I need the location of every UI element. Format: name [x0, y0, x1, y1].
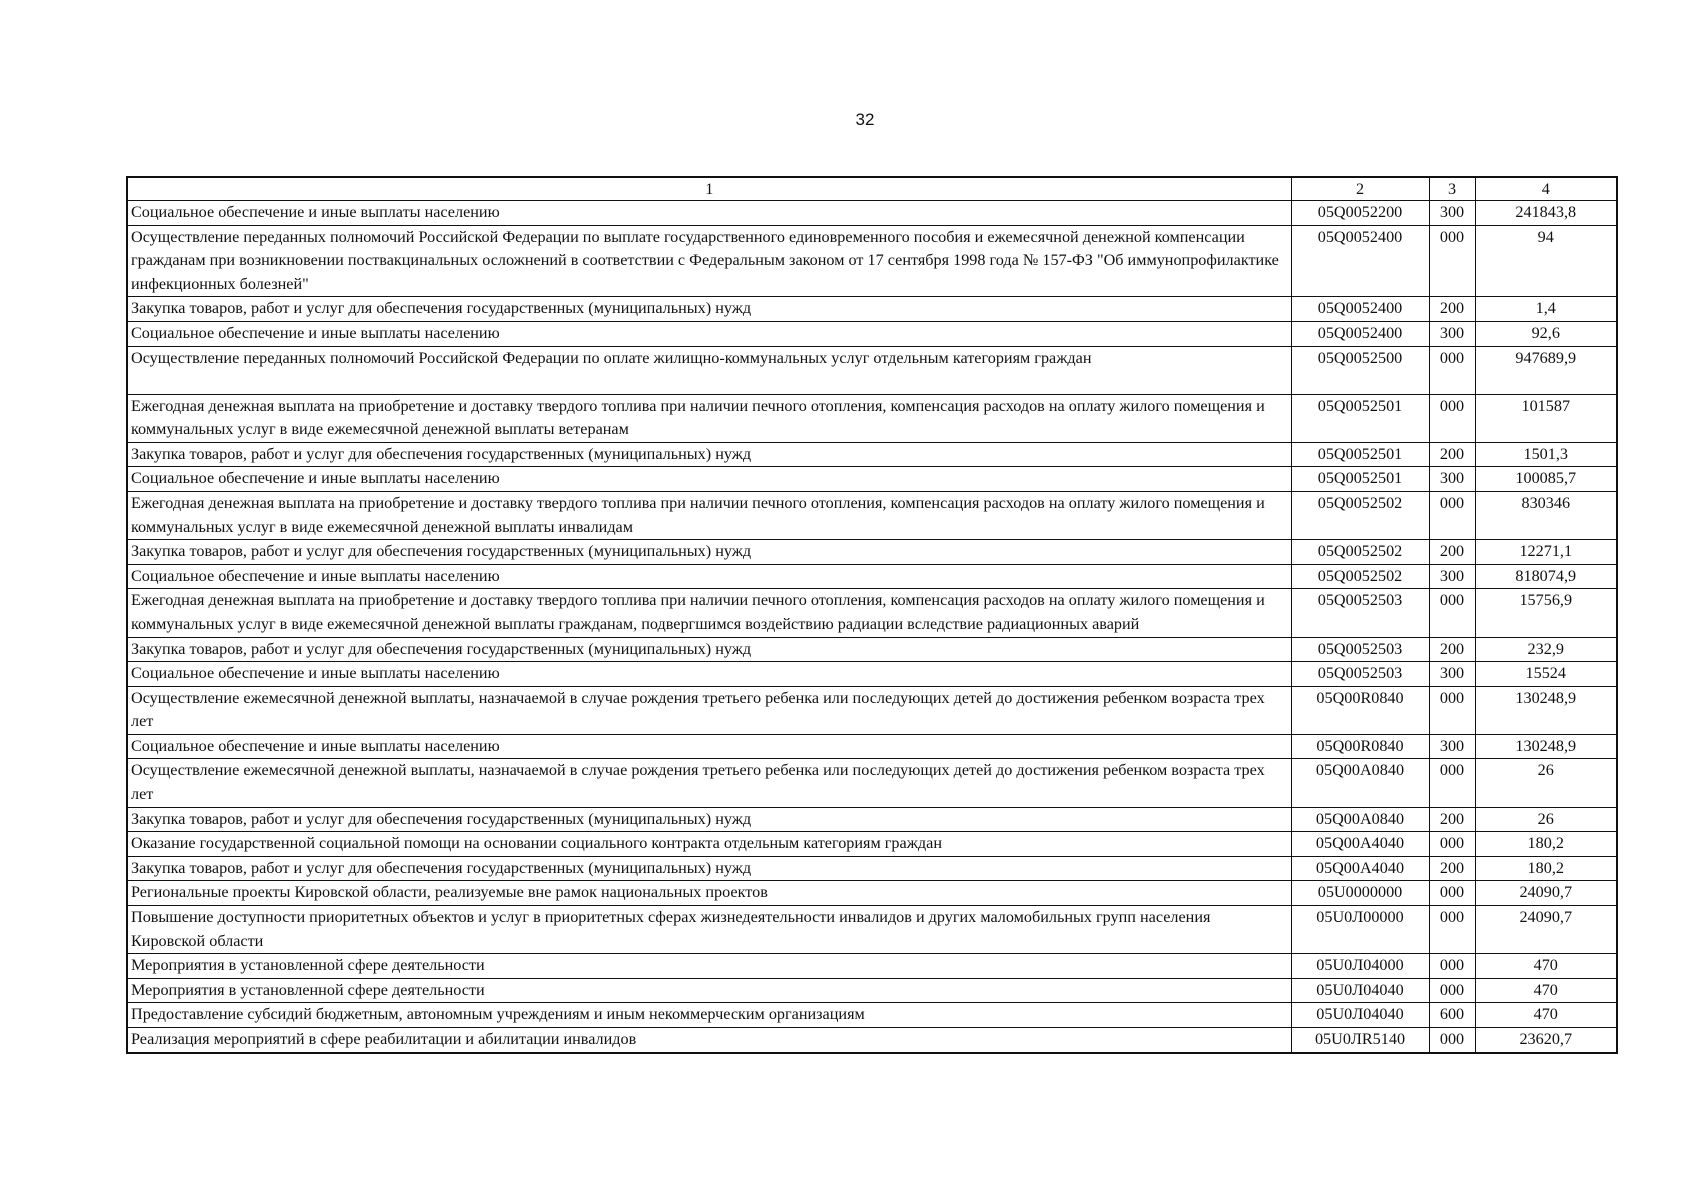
row-code-cell: 05Q0052400 — [1291, 321, 1429, 346]
row-sum-cell: 12271,1 — [1475, 540, 1617, 565]
row-code-cell: 05U0Л04040 — [1291, 1003, 1429, 1028]
row-kind-cell: 300 — [1429, 734, 1475, 759]
row-kind-cell: 200 — [1429, 540, 1475, 565]
row-sum-cell: 1501,3 — [1475, 442, 1617, 467]
row-sum-cell: 100085,7 — [1475, 467, 1617, 492]
budget-table — [126, 176, 1618, 1054]
row-kind-cell: 000 — [1429, 1028, 1475, 1053]
row-sum-cell: 1,4 — [1475, 297, 1617, 322]
row-code-cell: 05Q0052500 — [1291, 346, 1429, 394]
table-row — [127, 297, 1617, 322]
table-row — [127, 856, 1617, 881]
row-kind-cell: 000 — [1429, 394, 1475, 442]
row-name-cell: Повышение доступности приоритетных объектов и услуг в приоритетных сферах жизнедеятельности инвалидов и других маломобильных групп населения Кировской области — [127, 906, 1291, 954]
row-code-cell: 05Q00A0840 — [1291, 759, 1429, 807]
row-code-cell: 05U0Л04040 — [1291, 978, 1429, 1003]
row-name-cell: Реализация мероприятий в сфере реабилитации и абилитации инвалидов — [127, 1028, 1291, 1053]
row-code-cell: 05Q0052502 — [1291, 564, 1429, 589]
row-code-cell: 05Q00A4040 — [1291, 832, 1429, 857]
row-code-cell: 05U0ЛR5140 — [1291, 1028, 1429, 1053]
row-sum-cell: 101587 — [1475, 394, 1617, 442]
column-header-2: 2 — [1291, 177, 1429, 201]
row-sum-cell: 241843,8 — [1475, 201, 1617, 226]
table-row — [127, 686, 1617, 734]
row-code-cell: 05Q00R0840 — [1291, 686, 1429, 734]
table-row — [127, 832, 1617, 857]
row-name-cell: Социальное обеспечение и иные выплаты населению — [127, 662, 1291, 687]
row-sum-cell: 180,2 — [1475, 856, 1617, 881]
row-name-cell: Осуществление переданных полномочий Российской Федерации по выплате государственного единовременного пособия и ежемесячной денежной компенсации гражданам при возникновении поствакцинальных осложнений в соответствии с Федеральным законом от 17 сентября 1998 года № 157-ФЗ "Об иммунопрофилактике инфекционных болезней" — [127, 225, 1291, 297]
row-kind-cell: 300 — [1429, 467, 1475, 492]
row-kind-cell: 300 — [1429, 321, 1475, 346]
row-sum-cell: 92,6 — [1475, 321, 1617, 346]
row-code-cell: 05Q00A4040 — [1291, 856, 1429, 881]
row-kind-cell: 000 — [1429, 346, 1475, 394]
row-name-cell: Ежегодная денежная выплата на приобретение и доставку твердого топлива при наличии печного отопления, компенсация расходов на оплату жилого помещения и коммунальных услуг в виде ежемесячной денежной выплаты инвалидам — [127, 491, 1291, 539]
table-row — [127, 225, 1617, 297]
table-row — [127, 734, 1617, 759]
row-name-cell: Закупка товаров, работ и услуг для обеспечения государственных (муниципальных) нужд — [127, 856, 1291, 881]
table-row — [127, 1003, 1617, 1028]
row-name-cell: Предоставление субсидий бюджетным, автономным учреждениям и иным некоммерческим организациям — [127, 1003, 1291, 1028]
table-row — [127, 540, 1617, 565]
table-body — [127, 201, 1617, 1053]
row-sum-cell: 94 — [1475, 225, 1617, 297]
row-sum-cell: 26 — [1475, 807, 1617, 832]
row-code-cell: 05Q0052503 — [1291, 662, 1429, 687]
row-kind-cell: 200 — [1429, 637, 1475, 662]
row-sum-cell: 130248,9 — [1475, 734, 1617, 759]
row-sum-cell: 23620,7 — [1475, 1028, 1617, 1053]
row-kind-cell: 000 — [1429, 491, 1475, 539]
row-name-cell: Закупка товаров, работ и услуг для обеспечения государственных (муниципальных) нужд — [127, 540, 1291, 565]
row-name-cell: Региональные проекты Кировской области, реализуемые вне рамок национальных проектов — [127, 881, 1291, 906]
table-row — [127, 759, 1617, 807]
row-code-cell: 05Q0052502 — [1291, 491, 1429, 539]
row-kind-cell: 200 — [1429, 856, 1475, 881]
row-sum-cell: 818074,9 — [1475, 564, 1617, 589]
row-sum-cell: 470 — [1475, 1003, 1617, 1028]
table-row — [127, 346, 1617, 394]
row-code-cell: 05Q0052501 — [1291, 394, 1429, 442]
row-sum-cell: 232,9 — [1475, 637, 1617, 662]
row-kind-cell: 600 — [1429, 1003, 1475, 1028]
table-row — [127, 564, 1617, 589]
row-sum-cell: 15756,9 — [1475, 589, 1617, 637]
row-code-cell: 05Q0052501 — [1291, 442, 1429, 467]
row-name-cell: Осуществление ежемесячной денежной выплаты, назначаемой в случае рождения третьего ребенка или последующих детей до достижения ребенком возраста трех лет — [127, 759, 1291, 807]
table-header-row — [127, 177, 1617, 201]
table-row — [127, 467, 1617, 492]
row-kind-cell: 000 — [1429, 225, 1475, 297]
row-kind-cell: 000 — [1429, 906, 1475, 954]
column-header-1: 1 — [127, 177, 1291, 201]
table-row — [127, 807, 1617, 832]
row-kind-cell: 300 — [1429, 564, 1475, 589]
row-sum-cell: 26 — [1475, 759, 1617, 807]
row-kind-cell: 300 — [1429, 201, 1475, 226]
table-row — [127, 978, 1617, 1003]
row-code-cell: 05Q00A0840 — [1291, 807, 1429, 832]
row-kind-cell: 000 — [1429, 686, 1475, 734]
row-code-cell: 05Q0052200 — [1291, 201, 1429, 226]
row-code-cell: 05U0Л04000 — [1291, 954, 1429, 979]
row-kind-cell: 000 — [1429, 954, 1475, 979]
row-code-cell: 05Q0052503 — [1291, 589, 1429, 637]
row-name-cell: Социальное обеспечение и иные выплаты населению — [127, 564, 1291, 589]
row-sum-cell: 947689,9 — [1475, 346, 1617, 394]
row-kind-cell: 000 — [1429, 832, 1475, 857]
row-code-cell: 05Q0052503 — [1291, 637, 1429, 662]
row-kind-cell: 000 — [1429, 589, 1475, 637]
row-code-cell: 05U0000000 — [1291, 881, 1429, 906]
table-row — [127, 589, 1617, 637]
table-row — [127, 491, 1617, 539]
row-name-cell: Социальное обеспечение и иные выплаты населению — [127, 467, 1291, 492]
row-sum-cell: 15524 — [1475, 662, 1617, 687]
table-row — [127, 954, 1617, 979]
row-code-cell: 05U0Л00000 — [1291, 906, 1429, 954]
table-row — [127, 442, 1617, 467]
row-name-cell: Ежегодная денежная выплата на приобретение и доставку твердого топлива при наличии печного отопления, компенсация расходов на оплату жилого помещения и коммунальных услуг в виде ежемесячной денежной выплаты ветеранам — [127, 394, 1291, 442]
table-row — [127, 321, 1617, 346]
row-kind-cell: 200 — [1429, 442, 1475, 467]
row-name-cell: Ежегодная денежная выплата на приобретение и доставку твердого топлива при наличии печного отопления, компенсация расходов на оплату жилого помещения и коммунальных услуг в виде ежемесячной денежной выплаты гражданам, подвергшимся воздействию радиации вследствие радиационных аварий — [127, 589, 1291, 637]
row-kind-cell: 000 — [1429, 881, 1475, 906]
table-row — [127, 637, 1617, 662]
row-code-cell: 05Q0052400 — [1291, 297, 1429, 322]
table-row — [127, 906, 1617, 954]
row-kind-cell: 200 — [1429, 297, 1475, 322]
row-sum-cell: 470 — [1475, 954, 1617, 979]
row-kind-cell: 200 — [1429, 807, 1475, 832]
row-kind-cell: 300 — [1429, 662, 1475, 687]
row-code-cell: 05Q00R0840 — [1291, 734, 1429, 759]
row-sum-cell: 24090,7 — [1475, 881, 1617, 906]
row-kind-cell: 000 — [1429, 759, 1475, 807]
row-name-cell: Осуществление ежемесячной денежной выплаты, назначаемой в случае рождения третьего ребенка или последующих детей до достижения ребенком возраста трех лет — [127, 686, 1291, 734]
row-kind-cell: 000 — [1429, 978, 1475, 1003]
row-code-cell: 05Q0052502 — [1291, 540, 1429, 565]
page-number: 32 — [855, 110, 875, 129]
table-row — [127, 662, 1617, 687]
row-name-cell: Мероприятия в установленной сфере деятельности — [127, 954, 1291, 979]
row-name-cell: Закупка товаров, работ и услуг для обеспечения государственных (муниципальных) нужд — [127, 297, 1291, 322]
row-sum-cell: 130248,9 — [1475, 686, 1617, 734]
column-header-4: 4 — [1475, 177, 1617, 201]
row-code-cell: 05Q0052400 — [1291, 225, 1429, 297]
row-sum-cell: 180,2 — [1475, 832, 1617, 857]
row-name-cell: Закупка товаров, работ и услуг для обеспечения государственных (муниципальных) нужд — [127, 442, 1291, 467]
row-name-cell: Закупка товаров, работ и услуг для обеспечения государственных (муниципальных) нужд — [127, 637, 1291, 662]
row-name-cell: Оказание государственной социальной помощи на основании социального контракта отдельным категориям граждан — [127, 832, 1291, 857]
table-row — [127, 881, 1617, 906]
row-code-cell: 05Q0052501 — [1291, 467, 1429, 492]
table-row — [127, 1028, 1617, 1053]
column-header-3: 3 — [1429, 177, 1475, 201]
row-name-cell: Закупка товаров, работ и услуг для обеспечения государственных (муниципальных) нужд — [127, 807, 1291, 832]
row-name-cell: Мероприятия в установленной сфере деятельности — [127, 978, 1291, 1003]
row-name-cell: Социальное обеспечение и иные выплаты населению — [127, 734, 1291, 759]
row-name-cell: Социальное обеспечение и иные выплаты населению — [127, 321, 1291, 346]
table-row — [127, 394, 1617, 442]
row-sum-cell: 470 — [1475, 978, 1617, 1003]
row-sum-cell: 24090,7 — [1475, 906, 1617, 954]
row-sum-cell: 830346 — [1475, 491, 1617, 539]
row-name-cell: Социальное обеспечение и иные выплаты населению — [127, 201, 1291, 226]
table-row — [127, 201, 1617, 226]
row-name-cell: Осуществление переданных полномочий Российской Федерации по оплате жилищно-коммунальных услуг отдельным категориям граждан — [127, 346, 1291, 394]
